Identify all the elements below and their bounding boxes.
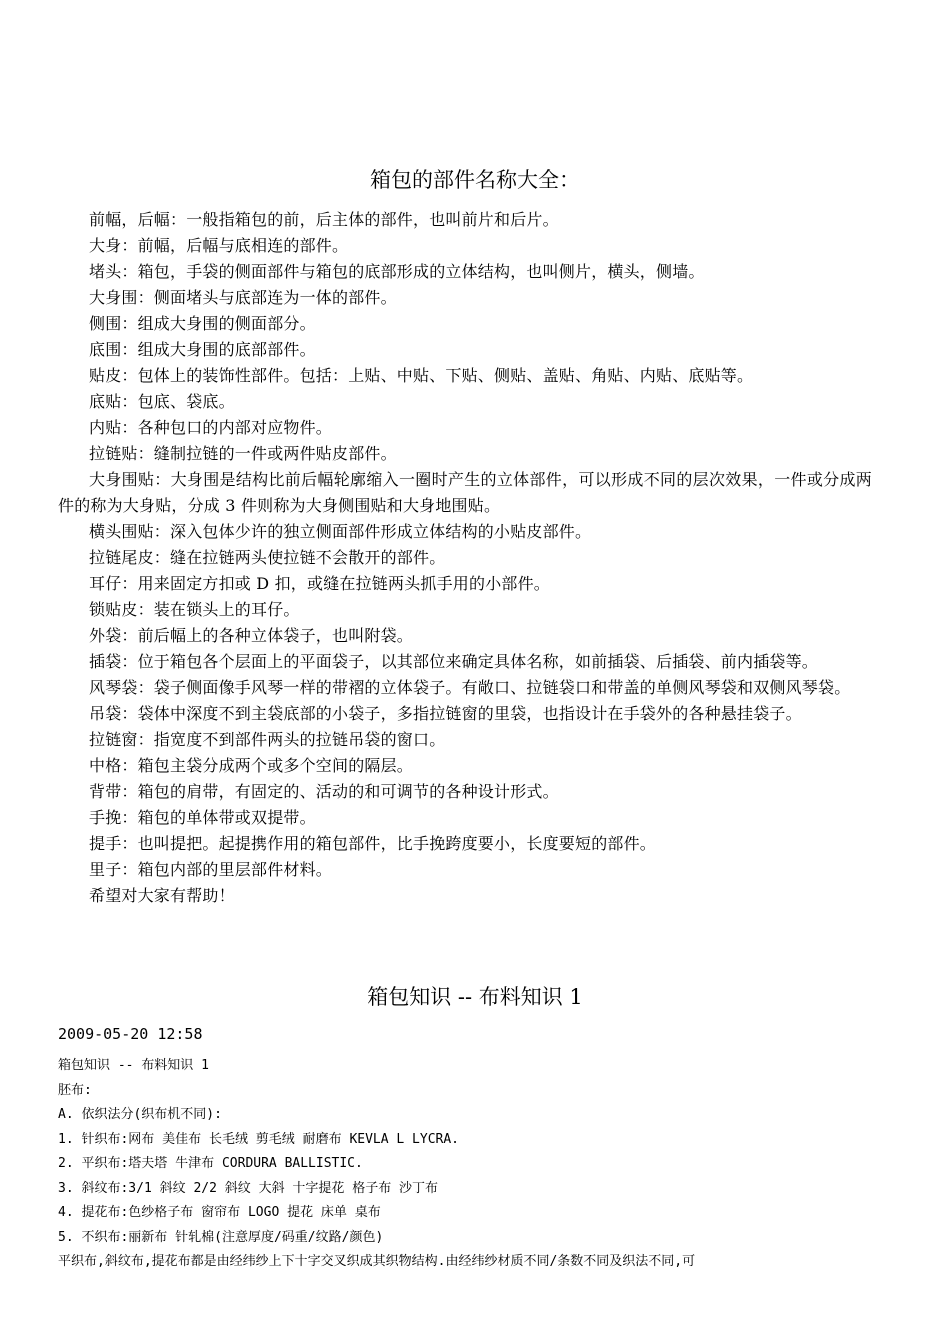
glossary-entry: 手挽：箱包的单体带或双提带。 (89, 808, 316, 827)
glossary-entry: 大身围贴：大身围是结构比前后幅轮廓缩入一圈时产生的立体部件，可以形成不同的层次效果，一件或分成两件的称为大身贴，分成 3 件则称为大身侧围贴和大身地围贴。 (58, 470, 872, 515)
glossary-entry: 背带：箱包的肩带，有固定的、活动的和可调节的各种设计形式。 (89, 782, 559, 801)
glossary-entry: 插袋：位于箱包各个层面上的平面袋子，以其部位来确定具体名称，如前插袋、后插袋、前内插袋等。 (89, 652, 819, 671)
post-datetime: 2009-05-20 12:58 (58, 1025, 203, 1043)
glossary-entry: 内贴：各种包口的内部对应物件。 (89, 418, 333, 437)
glossary-entry: 拉链贴：缝制拉链的一件或两件贴皮部件。 (89, 444, 397, 463)
glossary-entry: 拉链尾皮：缝在拉链两头使拉链不会散开的部件。 (89, 548, 446, 567)
glossary-entry: 拉链窗：指宽度不到部件两头的拉链吊袋的窗口。 (89, 730, 446, 749)
glossary-entry: 里子：箱包内部的里层部件材料。 (89, 860, 333, 879)
glossary-entry: 底贴：包底、袋底。 (89, 392, 235, 411)
glossary-entry: 堵头：箱包，手袋的侧面部件与箱包的底部形成的立体结构，也叫侧片，横头，侧墙。 (89, 262, 705, 281)
glossary-entry: 前幅，后幅：一般指箱包的前，后主体的部件，也叫前片和后片。 (89, 210, 559, 229)
section-line: 1. 针织布:网布 美佳布 长毛绒 剪毛绒 耐磨布 KEVLA L LYCRA. (58, 1131, 460, 1147)
section-line: 3. 斜纹布:3/1 斜纹 2/2 斜纹 大斜 十字提花 格子布 沙丁布 (58, 1180, 439, 1196)
glossary-entry: 贴皮：包体上的装饰性部件。包括：上贴、中贴、下贴、侧贴、盖贴、角贴、内贴、底贴等。 (89, 366, 754, 385)
glossary-entry: 大身：前幅，后幅与底相连的部件。 (89, 236, 349, 255)
glossary-entry: 底围：组成大身围的底部部件。 (89, 340, 316, 359)
glossary-entry: 锁贴皮：装在锁头上的耳仔。 (89, 600, 300, 619)
glossary-entry: 耳仔：用来固定方扣或 D 扣，或缝在拉链两头抓手用的小部件。 (89, 574, 551, 593)
glossary-entry: 大身围：侧面堵头与底部连为一体的部件。 (89, 288, 397, 307)
glossary-entry: 吊袋：袋体中深度不到主袋底部的小袋子，多指拉链窗的里袋，也指设计在手袋外的各种悬挂袋子。 (89, 704, 802, 723)
glossary-entry: 外袋：前后幅上的各种立体袋子，也叫附袋。 (89, 626, 414, 645)
section-line: 平织布,斜纹布,提花布都是由经纬纱上下十字交叉织成其织物结构.由经纬纱材质不同/条数不同及织法不同,可 (58, 1254, 696, 1269)
section-line: 4. 提花布:色纱格子布 窗帘布 LOGO 提花 床单 桌布 (58, 1205, 381, 1220)
section-title: 箱包知识 -- 布料知识 1 (367, 985, 583, 1009)
section-line: 胚布: (58, 1082, 92, 1098)
glossary-entry: 提手：也叫提把。起提携作用的箱包部件，比手挽跨度要小，长度要短的部件。 (89, 834, 657, 853)
glossary-entry: 风琴袋：袋子侧面像手风琴一样的带褶的立体袋子。有敞口、拉链袋口和带盖的单侧风琴袋和双侧风琴袋。 (89, 678, 851, 697)
section-line: 箱包知识 -- 布料知识 1 (58, 1058, 209, 1073)
glossary-entry: 横头围贴：深入包体少许的独立侧面部件形成立体结构的小贴皮部件。 (89, 522, 592, 541)
glossary-entry: 中格：箱包主袋分成两个或多个空间的隔层。 (89, 756, 414, 775)
section-line: 5. 不织布:丽新布 针轧棉(注意厚度/码重/纹路/颜色) (58, 1229, 384, 1245)
glossary-entry: 侧围：组成大身围的侧面部分。 (89, 314, 316, 333)
document-title: 箱包的部件名称大全： (370, 168, 580, 192)
parts-glossary (58, 207, 872, 909)
glossary-entry: 希望对大家有帮助！ (89, 886, 235, 905)
section-line: A. 依织法分(织布机不同): (58, 1107, 222, 1122)
section-line: 2. 平织布:塔夫塔 牛津布 CORDURA BALLISTIC. (58, 1156, 363, 1171)
fabric-section (58, 1022, 878, 1275)
